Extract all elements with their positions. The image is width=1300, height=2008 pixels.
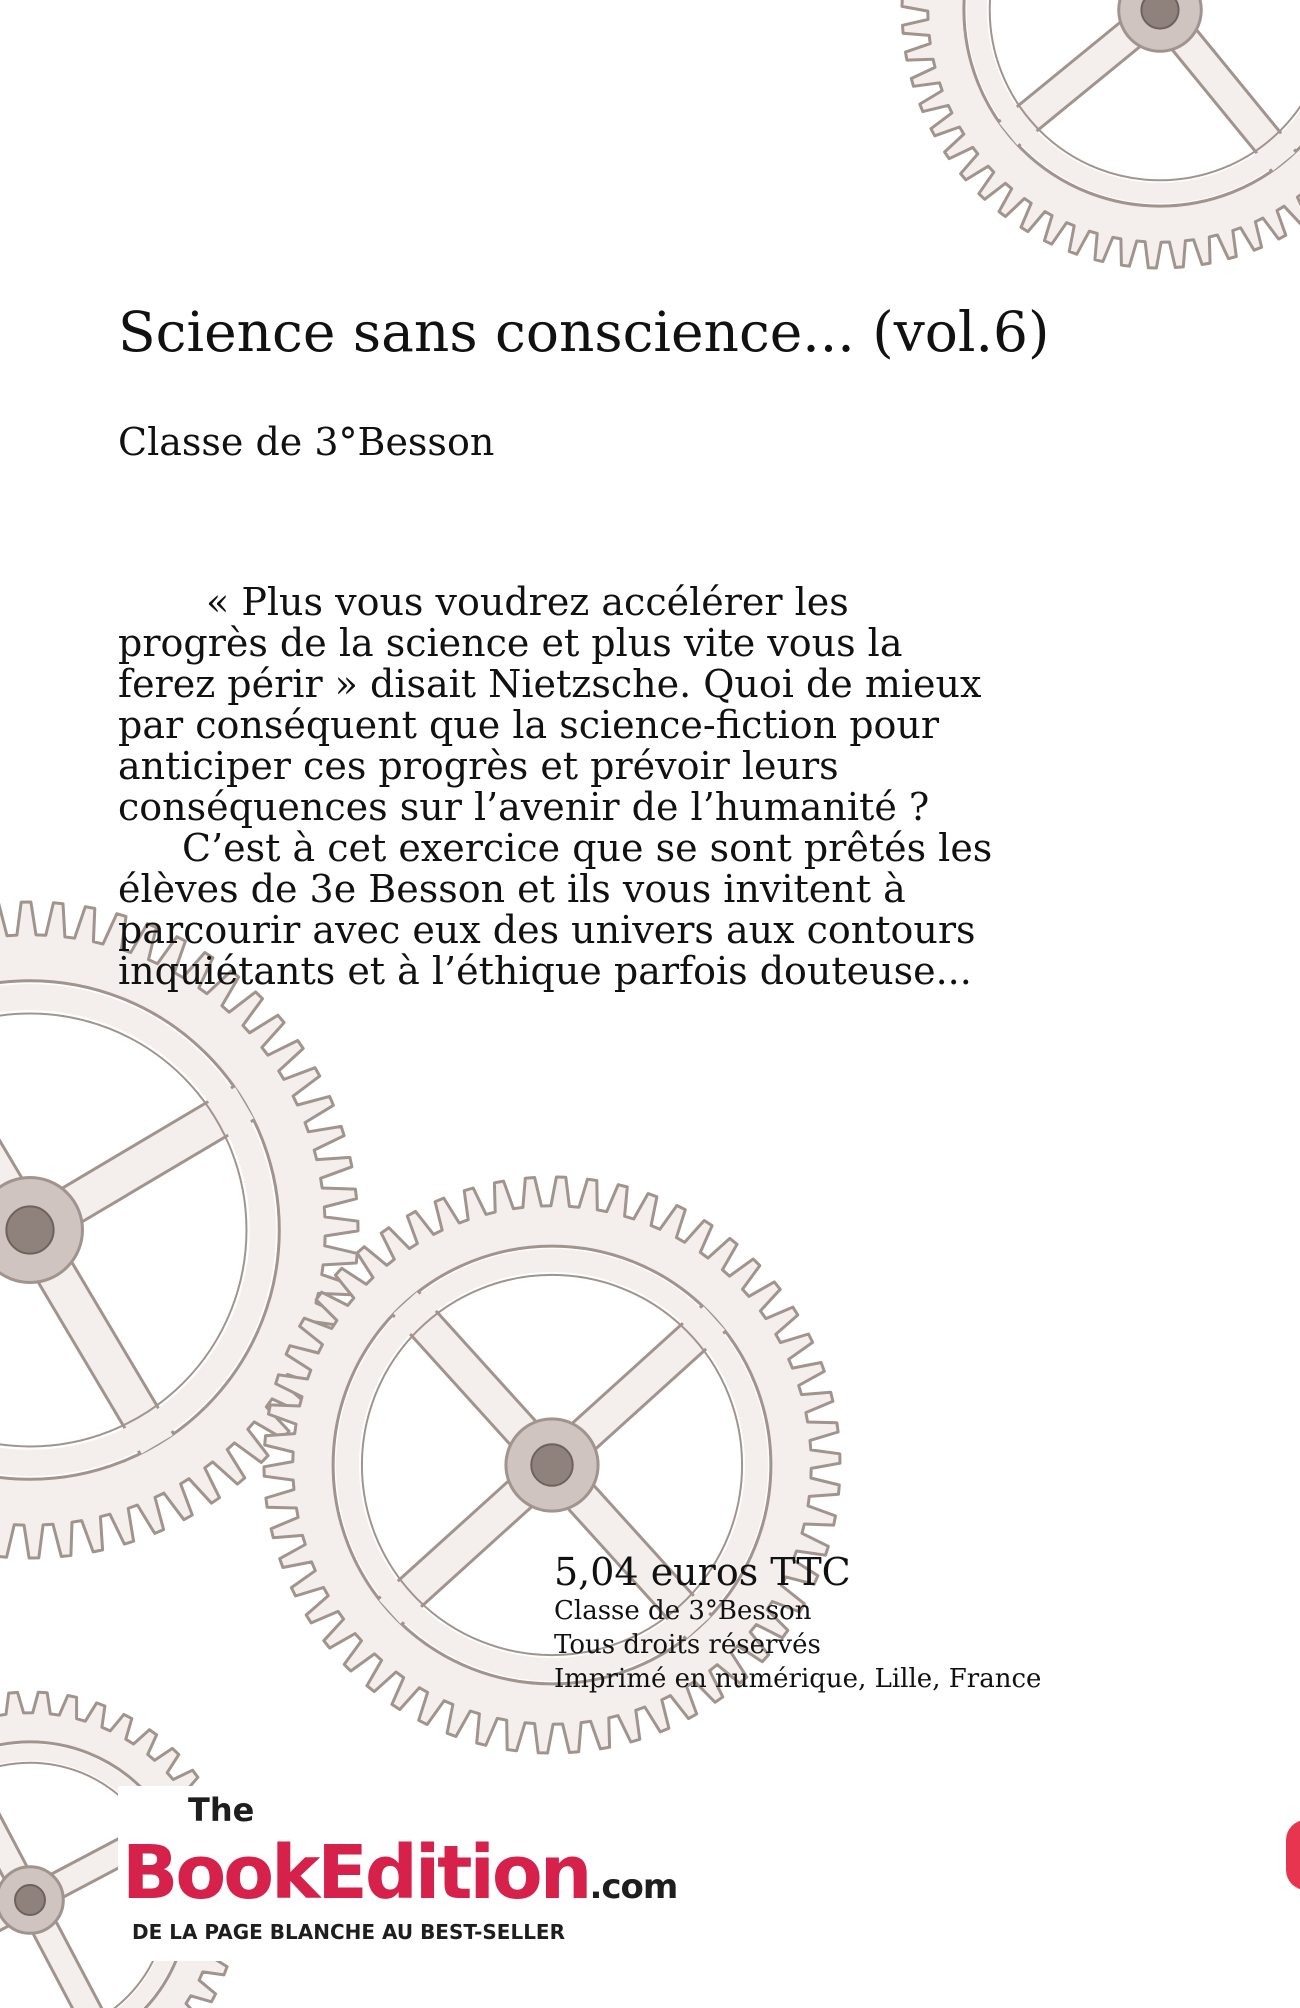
logo-name: BookEdition (122, 1830, 590, 1916)
logo-tagline: DE LA PAGE BLANCHE AU BEST-SELLER (132, 1920, 565, 1944)
logo-suffix: .com (589, 1867, 678, 1907)
logo-the: The (188, 1791, 255, 1829)
imprint-author: Classe de 3°Besson (554, 1596, 812, 1626)
book-title: Science sans conscience... (vol.6) (118, 300, 1050, 364)
imprint-block (554, 1550, 1041, 1696)
blurb-paragraph: « Plus vous voudrez accélérer les progrès de la science et plus vite vous la ferez périr » disait Nietzsche. Quoi de mieux par conséquent que la science-fiction pour anticiper ces progrès et prévoir leurs conséquences sur l’avenir de l’humanité ? (118, 580, 982, 829)
edge-mark (1286, 1820, 1300, 1890)
publisher-logo (118, 1786, 718, 1961)
logo-wordmark (122, 1830, 678, 1916)
book-author: Classe de 3°Besson (118, 420, 495, 464)
gear-icon (900, 0, 1300, 270)
price: 5,04 euros TTC (554, 1550, 851, 1594)
imprint-rights: Tous droits réservés (554, 1630, 821, 1660)
imprint-location: Imprimé en numérique, Lille, France (554, 1664, 1042, 1694)
blurb-paragraph: C’est à cet exercice que se sont prêtés les élèves de 3e Besson et ils vous invitent à parcourir avec eux des univers aux contours inquiétants et à l’éthique parfois douteuse... (118, 826, 993, 993)
back-cover-blurb (118, 582, 998, 992)
